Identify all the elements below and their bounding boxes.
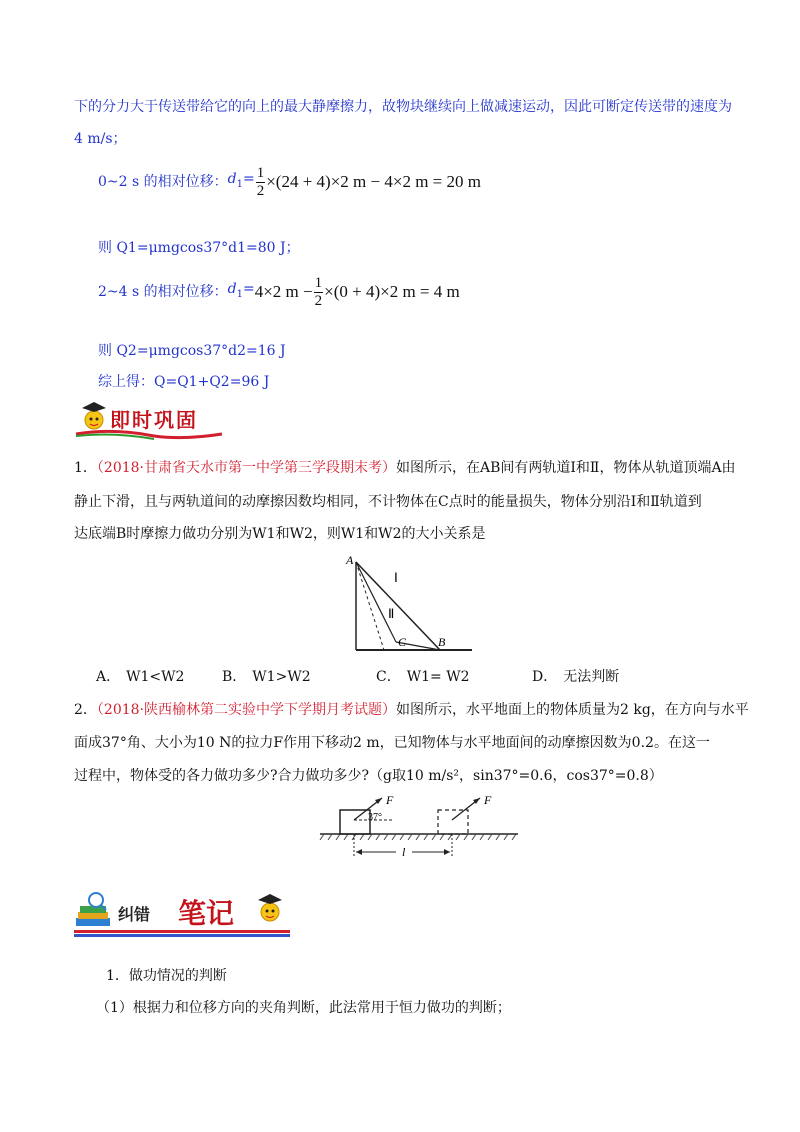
dashed-guide bbox=[356, 562, 384, 650]
option-text: W1= W2 bbox=[406, 669, 470, 685]
total-heat-line: 综上得：Q=Q1+Q2=96 J bbox=[98, 374, 270, 390]
question-1-line: 达底端B时摩擦力做功分别为W1和W2，则W1和W2的大小关系是 bbox=[74, 526, 486, 542]
question-number: 2． bbox=[74, 702, 97, 718]
d1-label: 0~2 s 的相对位移： bbox=[98, 174, 228, 190]
solution-text-line: 下的分力大于传送带给它的向上的最大静摩擦力，故物块继续向上做减速运动，因此可断定传送带的速度为 bbox=[74, 99, 732, 115]
d2-var: d bbox=[227, 281, 237, 298]
q1-heat-line: 则 Q1=μmgcos37°d1=80 J； bbox=[98, 240, 300, 256]
d2-label: 2~4 s 的相对位移： bbox=[98, 284, 228, 300]
displacement-label: l bbox=[402, 845, 406, 859]
option-a[interactable] bbox=[96, 667, 184, 687]
force-diagram bbox=[316, 790, 522, 862]
option-b[interactable] bbox=[222, 667, 311, 687]
half-fraction bbox=[314, 275, 324, 310]
option-label: D． bbox=[532, 669, 558, 685]
point-c-label: C bbox=[398, 635, 407, 649]
force-label-2: F bbox=[484, 793, 492, 807]
d2-expression-pre: 4×2 m − bbox=[254, 282, 313, 301]
question-2-line: 面成37°角、大小为10 N的拉力F作用下移动2 m，已知物体与水平地面间的动摩擦因数为0.2。在这一 bbox=[74, 735, 710, 751]
d1-equation bbox=[98, 160, 481, 204]
question-number: 1． bbox=[74, 460, 97, 476]
question-1-line: 静止下滑，且与两轨道间的动摩擦因数均相同，不计物体在C点时的能量损失，物体分别沿Ⅰ和Ⅱ轨道到 bbox=[74, 494, 702, 510]
option-label: B． bbox=[222, 669, 247, 685]
question-source: （2018·甘肃省天水市第一中学第三学段期末考） bbox=[96, 460, 396, 476]
fraction-numerator: 1 bbox=[314, 274, 323, 291]
block-end bbox=[438, 810, 468, 834]
banner-title-part2: 笔记 bbox=[178, 897, 235, 930]
force-label-1: F bbox=[386, 793, 394, 807]
section-banner-error-notes bbox=[74, 888, 292, 940]
q2-heat-line: 则 Q2=μmgcos37°d2=16 J bbox=[98, 343, 286, 359]
question-2-line: 过程中，物体受的各力做功多少?合力做功多少?（g取10 m/s²，sin37°=0.6，cos37°=0.8） bbox=[74, 768, 663, 784]
track-2-label: Ⅱ bbox=[388, 606, 395, 621]
d1-equals: = bbox=[242, 171, 255, 188]
track-diagram bbox=[344, 550, 476, 658]
point-a-label: A bbox=[346, 553, 354, 567]
option-text: W1<W2 bbox=[126, 669, 185, 685]
d2-equation bbox=[98, 270, 460, 314]
question-1-line bbox=[74, 458, 736, 478]
d1-sub: 1 bbox=[236, 178, 243, 190]
notes-item: （1）根据力和位移方向的夹角判断，此法常用于恒力做功的判断； bbox=[96, 1000, 511, 1016]
option-label: A． bbox=[96, 669, 121, 685]
option-text: 无法判断 bbox=[563, 669, 620, 685]
question-2-line bbox=[74, 700, 749, 720]
option-label: C． bbox=[376, 669, 401, 685]
d2-equals: = bbox=[242, 281, 255, 298]
d1-var: d bbox=[227, 171, 237, 188]
option-c[interactable] bbox=[376, 667, 470, 687]
question-source: （2018·陕西榆林第二实验中学下学期月考试题） bbox=[96, 702, 396, 718]
block-start bbox=[340, 810, 370, 834]
point-b-label: B bbox=[438, 635, 446, 649]
solution-text-line: 4 m/s； bbox=[74, 131, 127, 147]
track-1-label: Ⅰ bbox=[394, 570, 398, 585]
option-text: W1>W2 bbox=[252, 669, 311, 685]
notes-heading: 1．做功情况的判断 bbox=[106, 968, 227, 984]
question-text: 如图所示，水平地面上的物体质量为2 kg，在方向与水平 bbox=[396, 702, 749, 718]
option-d[interactable] bbox=[532, 667, 619, 687]
question-text: 如图所示，在AB间有两轨道Ⅰ和Ⅱ，物体从轨道顶端A由 bbox=[396, 460, 736, 476]
angle-label: 37° bbox=[368, 812, 382, 823]
d1-expression: ×(24 + 4)×2 m − 4×2 m = 20 m bbox=[266, 172, 481, 191]
fraction-numerator: 1 bbox=[256, 164, 265, 181]
d2-sub: 1 bbox=[236, 288, 243, 300]
fraction-denominator: 2 bbox=[314, 292, 323, 309]
d2-expression: ×(0 + 4)×2 m = 4 m bbox=[324, 282, 460, 301]
half-fraction bbox=[256, 165, 266, 200]
floor-hatching bbox=[320, 834, 516, 840]
fraction-denominator: 2 bbox=[256, 182, 265, 199]
track-2-upper bbox=[356, 562, 396, 642]
banner-title-part1: 纠错 bbox=[118, 905, 151, 924]
section-banner-quick-review bbox=[74, 398, 224, 440]
banner-title: 即时巩固 bbox=[110, 408, 198, 432]
